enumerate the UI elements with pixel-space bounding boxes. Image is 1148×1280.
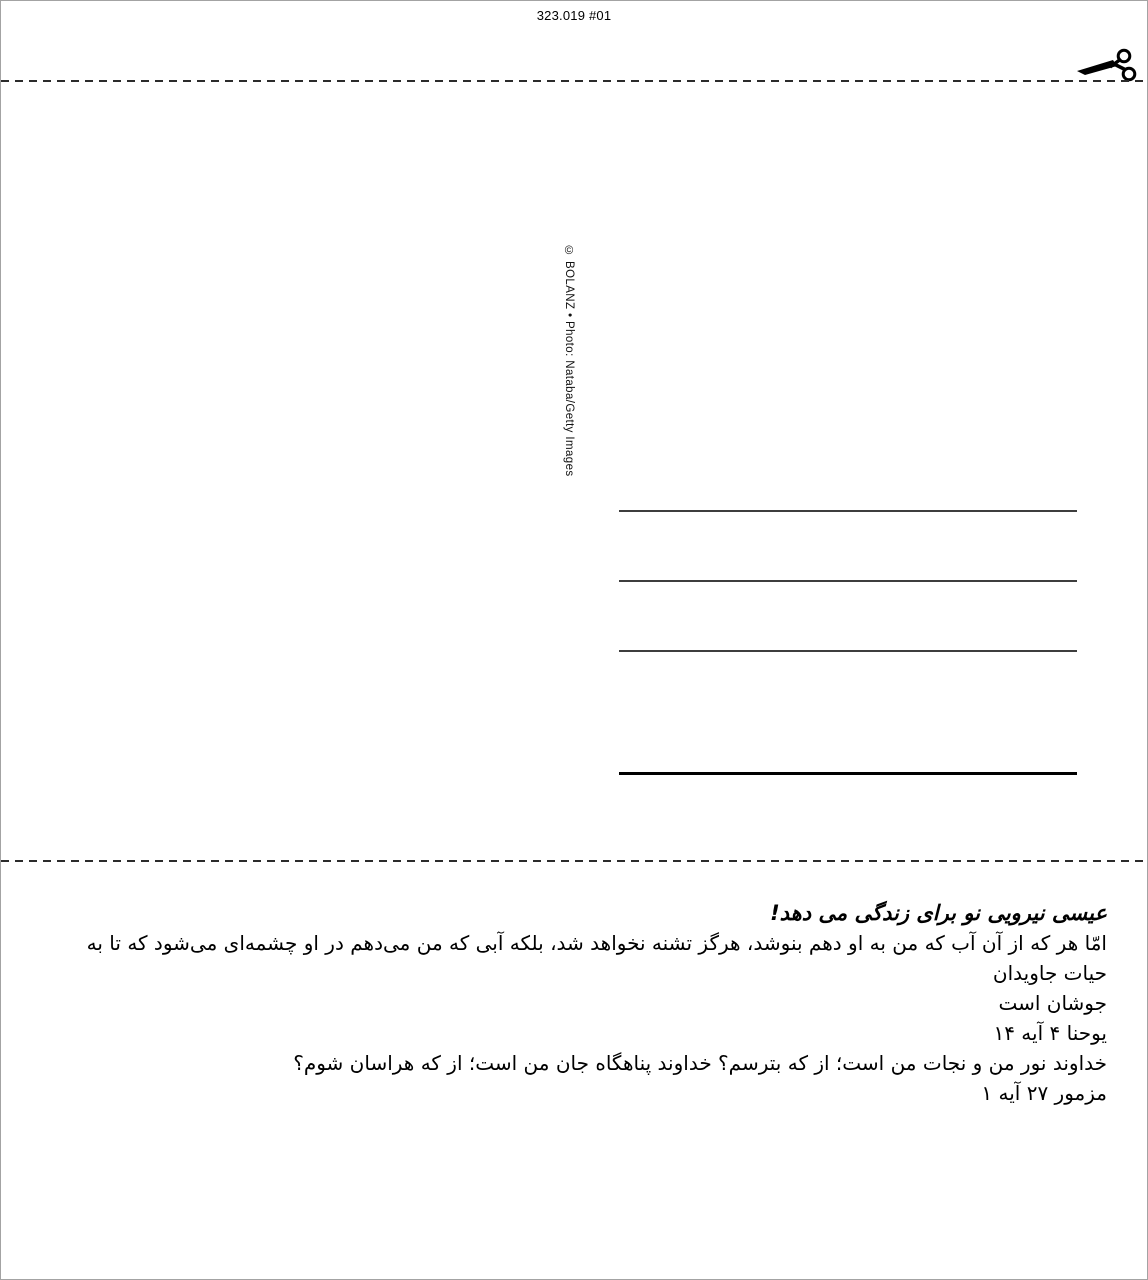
verse-line-psalm-text: خداوند نور من و نجات من است؛ از که بترسم؟ خداوند پناهگاه جان من است؛ از که هراسان شوم؟ bbox=[293, 1051, 1107, 1075]
cut-line-bottom bbox=[1, 860, 1147, 862]
print-code: 323.019 #01 bbox=[536, 8, 612, 23]
address-line-2 bbox=[619, 580, 1077, 582]
verse-line-john-text-continued: جوشان است bbox=[998, 991, 1107, 1015]
verse-block bbox=[66, 898, 1107, 1108]
verse-heading: عیسی نیرویی نو برای زندگی می دهد! bbox=[770, 901, 1107, 925]
address-line-3 bbox=[619, 650, 1077, 652]
verse-line-john-text: امّا هر که از آن آب که من به او دهم بنوشد، هرگز تشنه نخواهد شد، بلکه آبی که من می‌دهم در او چشمه‌ای می‌شود که تا به حیات جاویدان bbox=[86, 931, 1107, 985]
verse-reference-psalm: مزمور ۲۷ آیه ۱ bbox=[981, 1081, 1107, 1105]
verse-reference-john: یوحنا ۴ آیه ۱۴ bbox=[993, 1021, 1107, 1045]
cut-line-top bbox=[1, 80, 1147, 82]
address-line-1 bbox=[619, 510, 1077, 512]
photo-credit: © BOLANZ • Photo: Nataba/Getty Images bbox=[563, 245, 575, 477]
address-line-4 bbox=[619, 772, 1077, 775]
